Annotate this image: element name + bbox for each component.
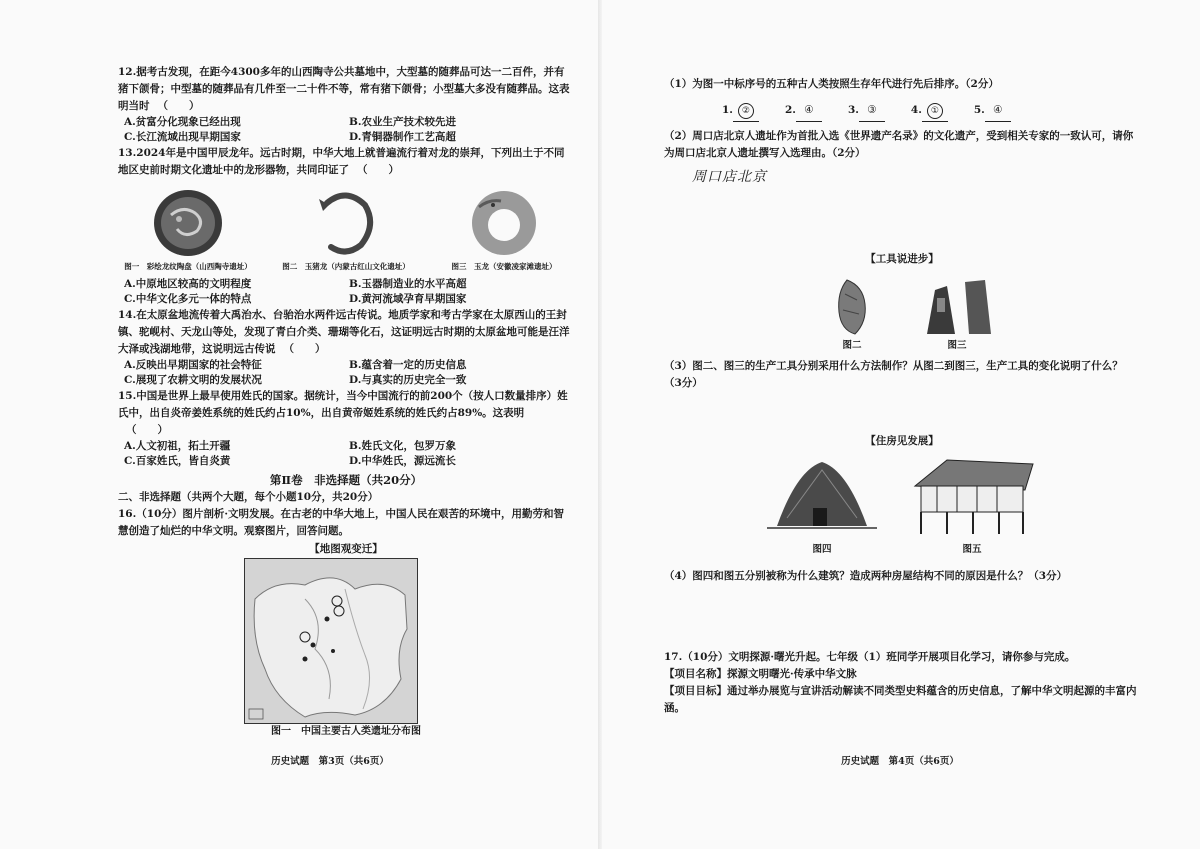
page-footer: 历史试题 第3页（共6页） [271, 756, 389, 767]
figure-3-caption: 图三 玉龙（安徽凌家滩遗址） [451, 262, 557, 271]
figure-2-label: 图二 [842, 340, 862, 351]
option-c: C.中华文化多元一体的特点 [124, 293, 252, 305]
ordering-answers [722, 99, 1140, 122]
answer-slot-3: 3. ③ [848, 99, 885, 122]
figure-3-label: 图三 [947, 340, 967, 351]
question-15 [118, 388, 574, 469]
section-2-title: 第Ⅱ卷 非选择题（共20分） [269, 473, 423, 487]
figure-5-house [907, 456, 1037, 558]
figure-4-house [767, 456, 877, 558]
housing-subtitle: 【住房见发展】 [865, 435, 939, 447]
ancient-human-sites-map [244, 558, 418, 724]
option-c: C.长江流域出现早期国家 [124, 131, 241, 143]
option-c: C.百家姓氏，皆自炎黄 [124, 455, 231, 467]
page-footer: 历史试题 第4页（共6页） [841, 756, 959, 767]
question-17-stem: 17.（10分）文明探源·曙光升起。七年级（1）班同学开展项目化学习，请你参与完成。 [664, 651, 1076, 663]
sub-question-1: （1）为图一中标序号的五种古人类按照生存年代进行先后排序。（2分） [664, 78, 999, 90]
tool-figures [664, 276, 1140, 354]
handwritten-answer: ② [738, 103, 754, 119]
sub-question-3: （3）图二、图三的生产工具分别采用什么方法制作？从图二到图三，生产工具的变化说明了什么？（3分） [664, 360, 1123, 389]
figure-2-tool [827, 276, 877, 354]
question-14 [118, 307, 574, 388]
answer-slot-5: 5. ④ [974, 99, 1011, 122]
answer-paren: （ ） [126, 424, 168, 436]
handwritten-answer: ① [927, 103, 943, 119]
section-2-instruction: 二、非选择题（共两个大题，每个小题10分，共20分） [118, 491, 379, 503]
house-figures [664, 456, 1140, 558]
semi-subterranean-house-image [767, 456, 877, 542]
option-c: C.展现了农耕文明的发展状况 [124, 374, 262, 386]
figure-5-label: 图五 [962, 544, 982, 555]
figure-4-label: 图四 [812, 544, 832, 555]
map-subtitle: 【地图观变迁】 [309, 543, 383, 555]
option-b: B.农业生产技术较先进 [349, 116, 457, 128]
painted-dragon-plate-image [133, 185, 243, 261]
sub-question-4: （4）图四和图五分别被称为什么建筑？造成两种房屋结构不同的原因是什么？（3分） [664, 570, 1068, 582]
q15-stem: 15.中国是世界上最早使用姓氏的国家。据统计，当今中国流行的前200个（按人口数量排序）姓氏中，出自炎帝姜姓系统的姓氏约占10%，出自黄帝姬姓系统的姓氏约占89%。这表明 [118, 390, 568, 419]
sub-question-2: （2）周口店北京人遗址作为首批入选《世界遗产名录》的文化遗产，受到相关专家的一致认可，请你为周口店北京人遗址撰写入选理由。（2分） [664, 130, 1134, 159]
option-d: D.青铜器制作工艺高超 [349, 131, 456, 143]
figure-3-tool [917, 276, 997, 354]
polished-stone-tools-image [917, 276, 997, 338]
answer-slot-1: 1. ② [722, 99, 759, 122]
project-name: 【项目名称】探源文明曙光·传承中华文脉 [664, 668, 857, 680]
figure-3 [434, 185, 574, 277]
option-b: B.蕴含着一定的历史信息 [349, 359, 467, 371]
handwritten-answer: ④ [796, 99, 822, 122]
answer-slot-4: 4. ① [911, 99, 948, 122]
handwritten-response: 周口店北京 [692, 169, 767, 185]
figure-1-caption: 图一 彩绘龙纹陶盘（山西陶寺遗址） [124, 262, 252, 271]
option-a: A.反映出早期国家的社会特征 [124, 359, 262, 371]
option-d: D.中华姓氏，源远流长 [349, 455, 456, 467]
chipped-stone-tool-image [827, 276, 877, 338]
option-a: A.中原地区较高的文明程度 [124, 278, 252, 290]
handwritten-answer: ③ [859, 99, 885, 122]
map-caption: 图一 中国主要古人类遗址分布图 [271, 726, 421, 737]
q13-stem: 13.2024年是中国甲辰龙年。远古时期，中华大地上就普遍流行着对龙的崇拜，下列出土于不同地区史前时期文化遗址中的龙形器物，共同印证了 [118, 147, 565, 176]
answer-paren: （ ） [357, 164, 399, 176]
answer-paren: （ ） [157, 100, 200, 112]
option-b: B.姓氏文化，包罗万象 [349, 440, 457, 452]
stilt-house-image [907, 456, 1037, 542]
question-13 [118, 145, 574, 307]
question-16-stem: 16.（10分）图片剖析·文明发展。在古老的中华大地上，中国人民在艰苦的环境中，用勤劳和智慧创造了灿烂的中华文明。观察图片，回答问题。 [118, 508, 565, 537]
option-a: A.人文初祖，拓土开疆 [124, 440, 231, 452]
artifact-figures [118, 185, 574, 277]
page-4 [600, 0, 1200, 849]
option-d: D.黄河流域孕育早期国家 [349, 293, 467, 305]
option-b: B.玉器制造业的水平高超 [349, 278, 467, 290]
figure-2 [276, 185, 416, 277]
project-goal: 【项目目标】通过举办展览与宣讲活动解读不同类型史料蕴含的历史信息，了解中华文明起源的丰富内涵。 [664, 685, 1137, 714]
jade-dragon-image [449, 185, 559, 261]
jade-pig-dragon-image [291, 185, 401, 261]
q12-stem: 12.据考古发现，在距今4300多年的山西陶寺公共墓地中，大型墓的随葬品可达一二百件，并有猪下颌骨；中型墓的随葬品有几件至一二十件不等，常有猪下颌骨；小型墓大多没有随葬品。这表明当时 [118, 66, 570, 112]
q14-stem: 14.在太原盆地流传着大禹治水、台骀治水两件远古传说。地质学家和考古学家在太原西山的王封镇、驼岘村、天龙山等处，发现了青白介类、珊瑚等化石，这证明远古时期的太原盆地可能是汪洋大泽或浅湖地带，这说明远古传说 [118, 309, 570, 355]
figure-2-caption: 图二 玉猪龙（内蒙古红山文化遗址） [282, 262, 410, 271]
question-12 [118, 64, 574, 145]
china-map-image [245, 559, 417, 723]
option-d: D.与真实的历史完全一致 [349, 374, 467, 386]
answer-paren: （ ） [283, 343, 326, 355]
tools-subtitle: 【工具说进步】 [865, 253, 939, 265]
handwritten-answer: ④ [985, 99, 1011, 122]
answer-slot-2: 2. ④ [785, 99, 822, 122]
option-a: A.贫富分化现象已经出现 [124, 116, 241, 128]
figure-1 [118, 185, 258, 277]
